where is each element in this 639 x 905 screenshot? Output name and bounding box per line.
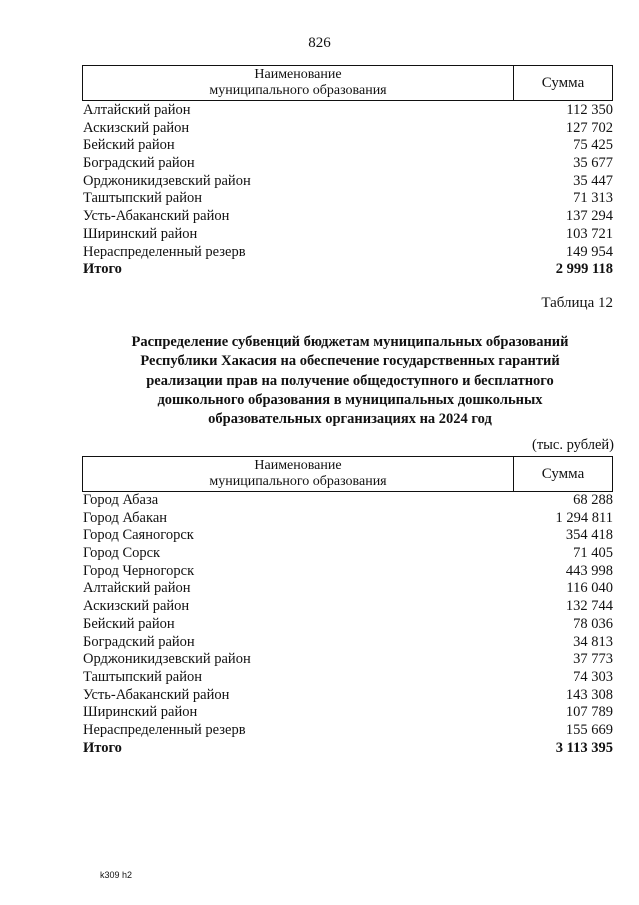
table-row — [83, 244, 613, 262]
table-row — [83, 634, 613, 652]
row-value: 149 954 — [565, 243, 613, 260]
row-value: 103 721 — [565, 225, 613, 242]
title-line: образовательных организациях на 2024 год — [208, 411, 492, 428]
row-name: Алтайский район — [83, 102, 191, 118]
row-name: Город Абакан — [83, 509, 168, 526]
table2-body — [83, 492, 613, 757]
table-row — [83, 155, 613, 173]
table1-header-sum: Сумма — [541, 74, 585, 91]
row-name: Таштыпский район — [83, 668, 203, 685]
row-value: 74 303 — [573, 668, 613, 685]
table2-header-name-line2: муниципального образования — [209, 474, 387, 489]
row-name: Таштыпский район — [83, 190, 203, 207]
table-row — [83, 137, 613, 155]
row-value: 107 789 — [565, 704, 613, 721]
table-row — [83, 687, 613, 705]
row-name: Бейский район — [83, 137, 175, 154]
row-name: Ширинский район — [83, 225, 198, 242]
table-row — [83, 598, 613, 616]
page-number: 826 — [308, 35, 331, 51]
total-row — [83, 261, 613, 279]
table-row — [83, 651, 613, 669]
footer-code: k309 h2 — [100, 870, 133, 880]
row-value: 35 447 — [573, 172, 613, 189]
row-name: Аскизский район — [83, 598, 190, 615]
row-value: 143 308 — [565, 686, 613, 703]
title-line: Распределение субвенций бюджетам муниципальных образований — [131, 334, 569, 350]
table2-header — [82, 456, 613, 492]
row-value: 354 418 — [565, 527, 613, 544]
row-value: 155 669 — [565, 721, 613, 738]
total-value: 3 113 395 — [555, 739, 613, 756]
table-row — [83, 190, 613, 208]
row-value: 443 998 — [565, 562, 613, 579]
row-value: 71 313 — [573, 190, 613, 207]
table1-header-name-line1: Наименование — [254, 67, 342, 82]
table2-header-sum: Сумма — [541, 465, 585, 482]
table-row — [83, 510, 613, 528]
title-line: Республики Хакасия на обеспечение государственных гарантий — [140, 353, 560, 370]
total-row — [83, 740, 613, 758]
row-name: Усть-Абаканский район — [83, 686, 230, 703]
total-value: 2 999 118 — [555, 261, 613, 278]
table-row — [83, 669, 613, 687]
table-row — [83, 580, 613, 598]
row-value: 127 702 — [565, 119, 613, 136]
table2-header-name — [83, 457, 514, 491]
row-name: Город Абаза — [83, 492, 159, 508]
row-value: 78 036 — [573, 615, 613, 632]
row-name: Нераспределенный резерв — [83, 243, 246, 260]
table-row — [83, 173, 613, 191]
row-name: Боградский район — [83, 155, 195, 172]
table-row — [83, 226, 613, 244]
row-value: 137 294 — [565, 208, 613, 225]
row-name: Город Черногорск — [83, 562, 195, 579]
table-row — [83, 102, 613, 120]
table-row — [83, 527, 613, 545]
row-name: Орджоникидзевский район — [83, 172, 251, 189]
title-line: реализации прав на получение общедоступного и бесплатного — [146, 372, 554, 389]
table-number: Таблица 12 — [541, 295, 613, 311]
table-row — [83, 545, 613, 563]
row-value: 75 425 — [573, 137, 613, 154]
row-value: 34 813 — [573, 633, 613, 650]
table1-header — [82, 65, 613, 101]
table-row — [83, 722, 613, 740]
table-title — [90, 333, 610, 429]
row-value: 112 350 — [566, 102, 613, 118]
row-name: Боградский район — [83, 633, 195, 650]
row-name: Ширинский район — [83, 704, 198, 721]
row-value: 37 773 — [573, 651, 613, 668]
row-name: Бейский район — [83, 615, 175, 632]
table1-header-name — [83, 66, 514, 100]
row-value: 132 744 — [565, 598, 613, 615]
table2-header-name-line1: Наименование — [254, 458, 342, 473]
row-value: 71 405 — [573, 545, 613, 562]
table-row — [83, 492, 613, 510]
row-value: 116 040 — [566, 580, 613, 597]
row-value: 68 288 — [573, 492, 613, 508]
table-row — [83, 616, 613, 634]
total-label: Итого — [83, 739, 122, 756]
title-line: дошкольного образования в муниципальных дошкольных — [157, 391, 543, 408]
row-name: Город Сорск — [83, 545, 161, 562]
row-name: Город Саяногорск — [83, 527, 194, 544]
table1-header-name-line2: муниципального образования — [209, 83, 387, 98]
row-value: 35 677 — [573, 155, 613, 172]
row-name: Орджоникидзевский район — [83, 651, 251, 668]
units-label: (тыс. рублей) — [532, 437, 614, 453]
table-row — [83, 120, 613, 138]
row-name: Алтайский район — [83, 580, 191, 597]
total-label: Итого — [83, 261, 122, 278]
table-row — [83, 208, 613, 226]
row-name: Усть-Абаканский район — [83, 208, 230, 225]
row-name: Нераспределенный резерв — [83, 721, 246, 738]
row-name: Аскизский район — [83, 119, 190, 136]
table-row — [83, 704, 613, 722]
table1-body — [83, 102, 613, 279]
row-value: 1 294 811 — [555, 509, 613, 526]
table-row — [83, 563, 613, 581]
